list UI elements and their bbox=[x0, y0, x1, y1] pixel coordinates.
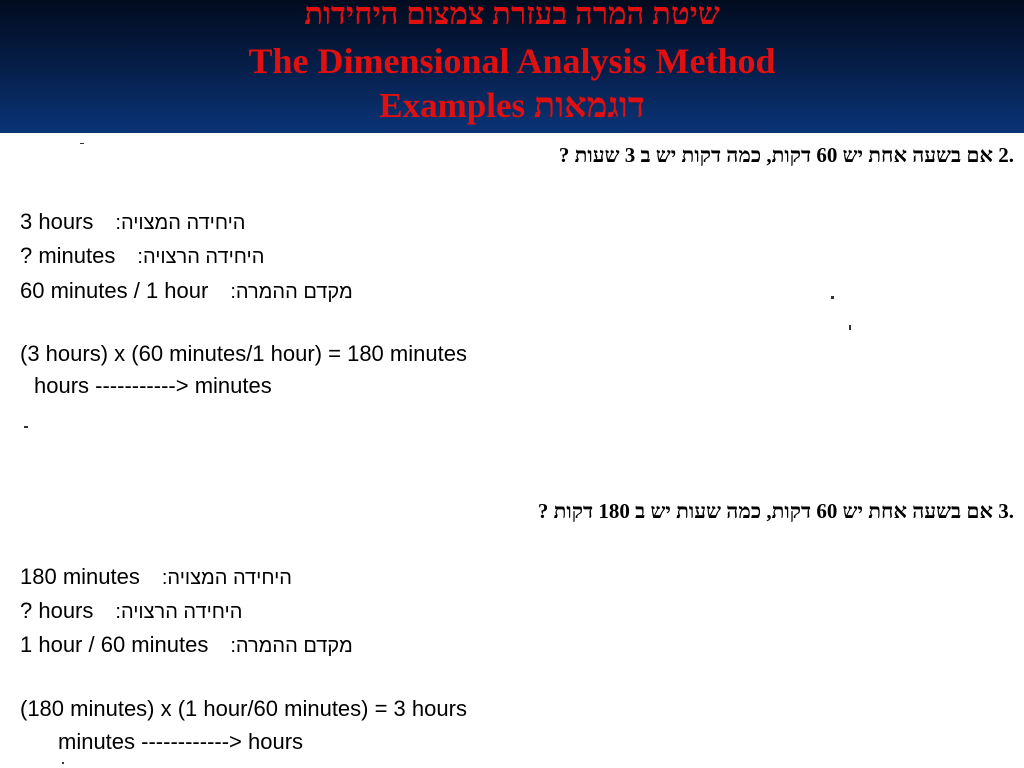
example2-given-label: היחידה המצויה: bbox=[115, 212, 246, 234]
subtitle-examples: Examples דוגמאות bbox=[379, 86, 645, 125]
example2-question: .2 אם בשעה אחת יש 60 דקות, כמה דקות יש ב 3 שעות ? bbox=[558, 143, 1014, 167]
example2-factor-label: מקדם ההמרה: bbox=[230, 281, 353, 303]
example3-given-label: היחידה המצויה: bbox=[161, 567, 292, 589]
scan-speck bbox=[62, 762, 64, 764]
scan-speck bbox=[80, 143, 84, 144]
example2-unit-flow: hours -----------> minutes bbox=[34, 373, 272, 398]
example2-factor-row bbox=[20, 278, 353, 304]
scan-speck bbox=[849, 325, 851, 330]
title-english: The Dimensional Analysis Method bbox=[248, 41, 776, 81]
example3-factor-value: 1 hour / 60 minutes bbox=[20, 632, 209, 657]
example3-equation: (180 minutes) x (1 hour/60 minutes) = 3 hours bbox=[20, 696, 467, 721]
example2-equation: (3 hours) x (60 minutes/1 hour) = 180 minutes bbox=[20, 341, 467, 366]
title-banner bbox=[0, 0, 1024, 133]
example3-given-row bbox=[20, 564, 292, 590]
title-hebrew: שיטת המרה בעזרת צמצום היחידות bbox=[304, 0, 720, 31]
example3-question: .3 אם בשעה אחת יש 60 דקות, כמה שעות יש ב 180 דקות ? bbox=[537, 499, 1014, 523]
example3-unit-flow: minutes ------------> hours bbox=[58, 729, 304, 754]
example2-wanted-label: היחידה הרצויה: bbox=[137, 246, 265, 268]
example2-factor-value: 60 minutes / 1 hour bbox=[20, 278, 209, 303]
example2-given-row bbox=[20, 209, 245, 235]
scan-speck bbox=[24, 426, 28, 428]
example3-given-value: 180 minutes bbox=[20, 564, 140, 589]
example3-wanted-value: ? hours bbox=[20, 598, 94, 623]
example3-factor-label: מקדם ההמרה: bbox=[230, 635, 353, 657]
scan-speck bbox=[831, 296, 834, 299]
example3-wanted-row bbox=[20, 598, 242, 624]
example2-wanted-value: ? minutes bbox=[20, 243, 116, 268]
example3-factor-row bbox=[20, 632, 353, 658]
example2-wanted-row bbox=[20, 243, 264, 269]
example3-wanted-label: היחידה הרצויה: bbox=[115, 601, 243, 623]
example2-given-value: 3 hours bbox=[20, 209, 94, 234]
